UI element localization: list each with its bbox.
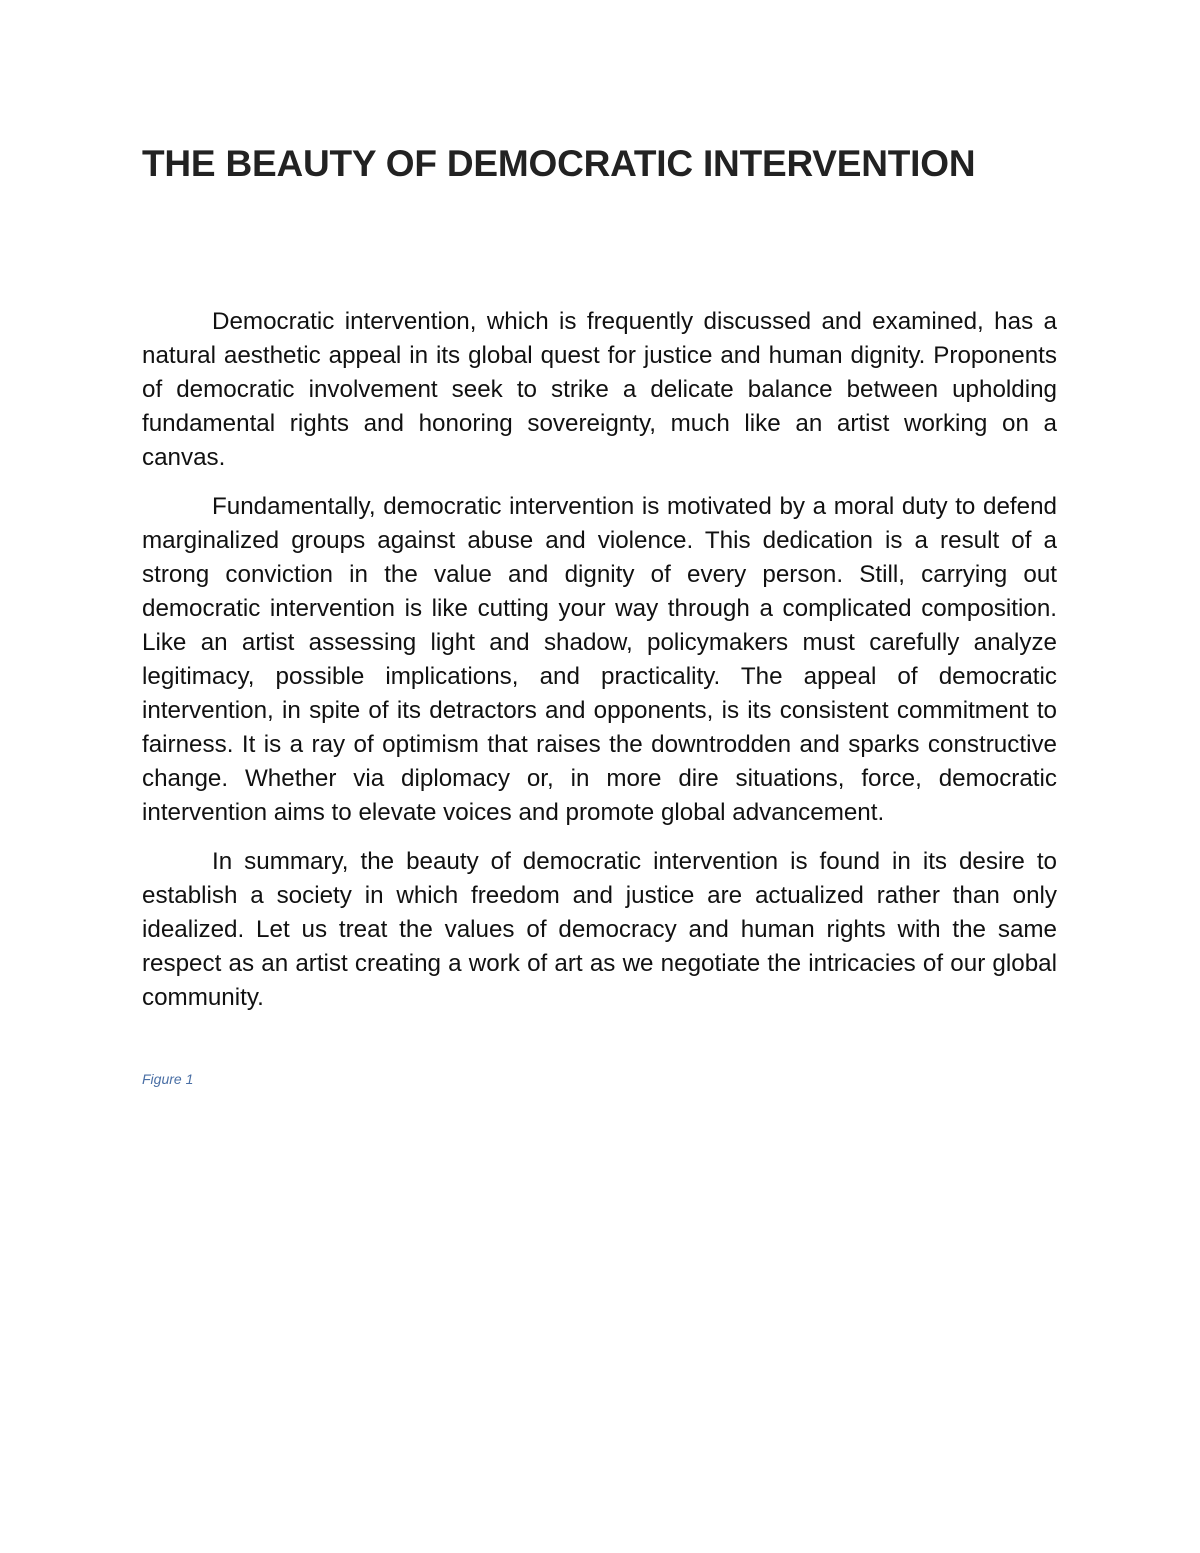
document-body: [142, 305, 1057, 1030]
paragraph-1: Democratic intervention, which is frequently discussed and examined, has a natural aesthetic appeal in its global quest for justice and human dignity. Proponents of democratic involvement seek to strike a delicate balance between upholding fundamental rights and honoring sovereignty, much like an artist working on a canvas.: [142, 308, 1057, 471]
paragraph-3: In summary, the beauty of democratic intervention is found in its desire to establish a society in which freedom and justice are actualized rather than only idealized. Let us treat the values of democracy and human rights with the same respect as an artist creating a work of art as we negotiate the intricacies of our global community.: [142, 848, 1057, 1011]
paragraph-2: Fundamentally, democratic intervention is motivated by a moral duty to defend marginalized groups against abuse and violence. This dedication is a result of a strong conviction in the value and dignity of every person. Still, carrying out democratic intervention is like cutting your way through a complicated composition. Like an artist assessing light and shadow, policymakers must carefully analyze legitimacy, possible implications, and practicality. The appeal of democratic intervention, in spite of its detractors and opponents, is its consistent commitment to fairness. It is a ray of optimism that raises the downtrodden and sparks constructive change. Whether via diplomacy or, in more dire situations, force, democratic intervention aims to elevate voices and promote global advancement.: [142, 493, 1057, 826]
document-title: THE BEAUTY OF DEMOCRATIC INTERVENTION: [142, 143, 976, 184]
figure-caption: Figure 1: [142, 1071, 194, 1087]
